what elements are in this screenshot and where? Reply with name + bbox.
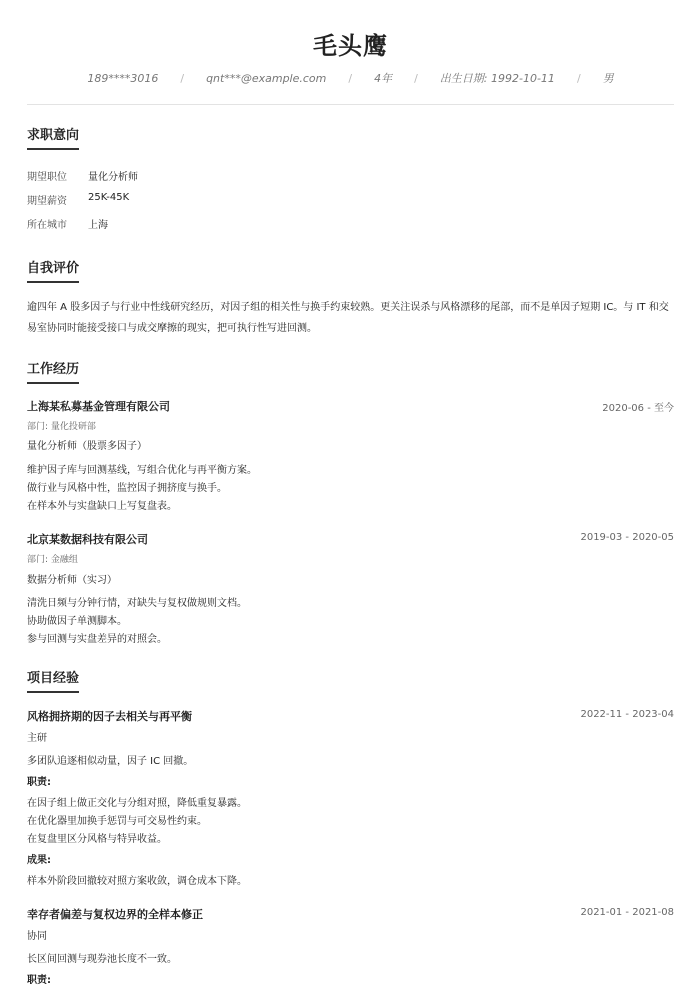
- project-duty-line: 在因子组上做正交化与分组对照，降低重复暴露。: [27, 798, 247, 809]
- intent-label: 期望职位: [27, 172, 67, 183]
- intent-label: 所在城市: [27, 220, 67, 231]
- project-role: 协同: [27, 931, 47, 942]
- intent-value: 上海: [88, 220, 108, 231]
- section-title-self: 自我评价: [27, 261, 80, 276]
- project-description: 多团队追逐相似动量，因子 IC 回撤。: [27, 756, 194, 767]
- contact-line: [27, 70, 674, 86]
- divider: /: [414, 72, 418, 85]
- project-duty-line: 在复盘里区分风格与特异收益。: [27, 834, 167, 845]
- intent-label: 期望薪资: [27, 196, 67, 207]
- project-date: 2021-01 - 2021-08: [580, 907, 674, 918]
- experience-years: 4年: [374, 72, 393, 85]
- work-duty-line: 协助做因子单测脚本。: [27, 616, 127, 627]
- birth-date: 出生日期: 1992-10-11: [439, 72, 555, 85]
- section-underline: [27, 382, 79, 384]
- section-underline: [27, 281, 79, 283]
- phone: 189****3016: [87, 72, 159, 85]
- header-divider: [27, 104, 674, 105]
- work-date: 2020-06 - 至今: [602, 403, 674, 414]
- duty-label: 职责:: [27, 777, 51, 788]
- work-duty-line: 清洗日频与分钟行情，对缺失与复权做规则文档。: [27, 598, 247, 609]
- work-duty-line: 在样本外与实盘缺口上写复盘表。: [27, 501, 177, 512]
- project-name: 风格拥挤期的因子去相关与再平衡: [27, 710, 192, 723]
- duty-label: 职责:: [27, 975, 51, 986]
- email: qnt***@example.com: [206, 72, 327, 85]
- gender: 男: [602, 72, 614, 85]
- company-name: 北京某数据科技有限公司: [27, 533, 148, 546]
- section-title-work: 工作经历: [27, 362, 80, 377]
- project-name: 幸存者偏差与复权边界的全样本修正: [27, 908, 203, 921]
- result-label: 成果:: [27, 855, 51, 866]
- project-result: 样本外阶段回撤较对照方案收敛，调仓成本下降。: [27, 876, 247, 887]
- department: 部门: 量化投研部: [27, 422, 96, 432]
- project-description: 长区间回测与现券池长度不一致。: [27, 954, 177, 965]
- section-title-projects: 项目经验: [27, 671, 80, 686]
- company-name: 上海某私募基金管理有限公司: [27, 400, 170, 413]
- section-underline: [27, 148, 79, 150]
- job-role: 量化分析师（股票多因子）: [27, 441, 147, 452]
- intent-value: 量化分析师: [88, 172, 138, 183]
- section-title-intent: 求职意向: [27, 128, 80, 143]
- self-evaluation-text: 逾四年 A 股多因子与行业中性线研究经历，对因子组的相关性与换手约束较熟。更关注误杀与风格漂移的尾部，而不是单因子短期 IC。与 IT 和交易室协同时能接受接口与成交摩擦的现实，把可执行性写进回测。: [27, 302, 669, 334]
- project-role: 主研: [27, 733, 47, 744]
- job-role: 数据分析师（实习）: [27, 575, 117, 586]
- divider: /: [576, 72, 581, 85]
- work-duty-line: 维护因子库与回测基线，写组合优化与再平衡方案。: [27, 465, 257, 476]
- divider: /: [348, 72, 353, 85]
- project-duty-line: 在优化器里加换手惩罚与可交易性约束。: [27, 816, 207, 827]
- work-date: 2019-03 - 2020-05: [580, 532, 674, 543]
- project-date: 2022-11 - 2023-04: [580, 709, 674, 720]
- intent-value: 25K-45K: [88, 192, 130, 203]
- divider: /: [180, 72, 185, 85]
- department: 部门: 金融组: [27, 555, 78, 565]
- work-duty-line: 参与回测与实盘差异的对照会。: [27, 634, 167, 645]
- candidate-name: 毛头鹰: [313, 32, 388, 60]
- section-underline: [27, 691, 79, 693]
- work-duty-line: 做行业与风格中性，监控因子拥挤度与换手。: [27, 483, 227, 494]
